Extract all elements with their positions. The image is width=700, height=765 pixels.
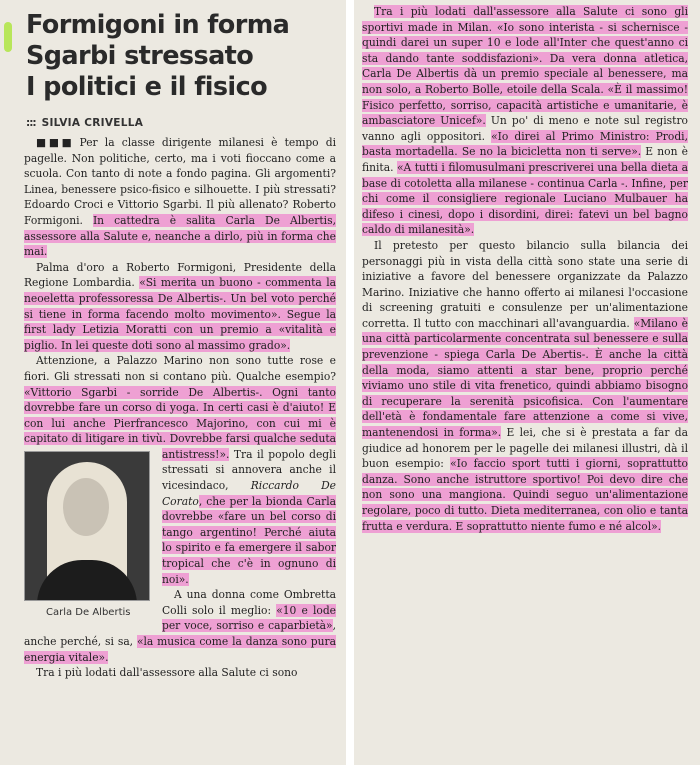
text-run: Palma d'oro a Roberto Formigoni, Presidente della Regione Lombardia. xyxy=(24,260,336,290)
highlighted-text: «la musica come la danza sono pura energia vitale». xyxy=(24,635,337,664)
photo-caption: Carla De Albertis xyxy=(46,606,131,618)
highlighted-text: «10 e lode per voce, sorriso e caparbietà» xyxy=(162,603,336,633)
left-clipping xyxy=(0,0,346,765)
paragraph xyxy=(24,135,336,260)
byline-marker: ::: xyxy=(26,117,36,129)
text-run: Il pretesto per questo bilancio sulla bilancia dei personaggi più in vista della città sono state una serie di iniziative a favore del benessere organizzate da Palazzo Marino. Iniziative che hanno offerto ai milanesi l'occasione di screening gratuiti e consulenze per un'alimentazione corretta. Il tutto con macchinari all'avanguardia. xyxy=(362,238,688,330)
highlighted-text: Roberto Bolle, etoile della Scala. «È il massimo! Fisico perfetto, sorriso, capacità artistiche e umanitarie, è ambasciatore Unicef». xyxy=(362,82,688,128)
text-run: E non è finita. xyxy=(362,145,688,174)
text-run: Tra il popolo degli stressati si annovera anche il vicesindaco, xyxy=(162,447,336,493)
headline-line-1: Formigoni in forma xyxy=(26,10,290,40)
highlighted-text: In cattedra è salita Carla De Albertis, assessore alla Salute e, neanche a dirlo, più in forma che mai. xyxy=(24,213,336,259)
paragraph xyxy=(24,665,336,681)
byline xyxy=(26,117,336,129)
text-run: , anche perché, si sa, xyxy=(24,619,336,648)
highlighted-text: «Io direi al Primo Ministro: Prodi, basta mortadella. Se no la bicicletta non ti serve». xyxy=(362,129,688,159)
text-run: A una donna come Ombretta Colli solo il meglio: xyxy=(162,588,336,617)
portrait-face xyxy=(63,478,109,536)
green-marker-tab xyxy=(4,22,12,52)
headline-line-3: I politici e il fisico xyxy=(26,72,268,102)
text-run: Tra i più lodati dall'assessore alla Salute ci sono xyxy=(36,666,298,680)
paragraph xyxy=(24,260,336,354)
text-run: Un po' di meno e note sul registro vanno agli oppositori. xyxy=(362,114,688,143)
paragraph xyxy=(362,4,688,238)
byline-author: SILVIA CRIVELLA xyxy=(41,117,144,129)
highlighted-text: «Io faccio sport tutti i giorni, soprattutto danza. Sono anche istruttore sportivo! Poi devo dire che non sono una mangiona. Quindi seguo un'alimentazione regolare, poco di tutto. Dieta mediterranea, con olio e tanta frutta e verdura. E soprattutto niente fumo e né alcol». xyxy=(362,457,688,533)
text-run: Riccardo De Corato xyxy=(162,479,336,508)
highlighted-text: «Milano è una città particolarmente concentrata sul benessere e sulla prevenzione - spiega Carla De Abertis-. È anche la città della moda, siamo attenti a star bene, proprio perché viviamo uno stile di vita frenetico, quindi abbiamo bisogno di recuperare la serenità psicofisica. Con l'aumentare dell'età è fondamentale fare attenzione a come si vive, mantenendosi in forma». xyxy=(362,316,688,440)
highlighted-text: «Si merita un buono - commenta la neoeletta professoressa De Albertis-. Un bel voto perché si tiene in forma facendo molto movimento». Segue la first lady Letizia Moratti con un premio a «vitalità e piglio. In lei queste doti sono al massimo grado». xyxy=(24,276,336,352)
text-run: Per la classe dirigente milanesi è tempo di pagelle. Non politiche, certo, ma i voti fioccano come a scuola. Con tanto di note a fondo pagina. Gli argomenti? Linea, benessere psico-fisico e silhouette. I più stressati? Edoardo Croci e Vittorio Sgarbi. Il più allenato? Roberto Formigoni. xyxy=(24,136,336,227)
highlighted-text: «Vittorio Sgarbi - sorride De Albertis-. Ogni tanto dovrebbe fare un corso di yoga. In certi casi è d'aiuto! E con lui anche Pierfrancesco Majorino, con cui mi è capitato di litigare in tivù. Dovrebbe farsi qualche seduta antistress!». xyxy=(24,385,336,461)
paragraph xyxy=(362,238,688,534)
right-clipping xyxy=(354,0,700,765)
text-run: Attenzione, a Palazzo Marino non sono tutte rose e fiori. Gli stressati non si contano più. Qualche esempio? xyxy=(24,354,336,383)
headline-line-2: Sgarbi stressato xyxy=(26,41,254,71)
portrait-image xyxy=(24,451,150,601)
highlighted-text: «A tutti i filomusulmani prescriverei una bella dieta a base di cotoletta alla milanese - continua Carla -. Infine, per chi come il consigliere regionale Luciano Mulbauer ha difeso i cinesi, dopo i disordini, direi: fatevi un bel bagno caldo di milanesità». xyxy=(362,160,688,237)
photo xyxy=(24,451,154,619)
headline xyxy=(26,10,336,103)
highlighted-text: Tra i più lodati dall'assessore alla Salute ci sono gli sportivi made in Milan. «Io sono interista - si schernisce - quindi darei un super 10 e lode all'Inter che quest'anno ci sta dando tante soddisfazioni». Da vera donna atletica, Carla De Albertis dà un premio speciale al benessere, ma non solo, a xyxy=(362,5,688,96)
lead-marker: ■■■ xyxy=(36,136,75,149)
highlighted-text: , che per la bionda Carla dovrebbe «fare un bel corso di tango argentino! Perché aiuta lo spirito e fa emergere il sabor tropical che c'è in ognuno di noi». xyxy=(162,494,336,586)
text-run: E lei, che si è prestata a far da giudice ad honorem per le pagelle dei milanesi illustri, dà il buon esempio: xyxy=(362,426,688,471)
